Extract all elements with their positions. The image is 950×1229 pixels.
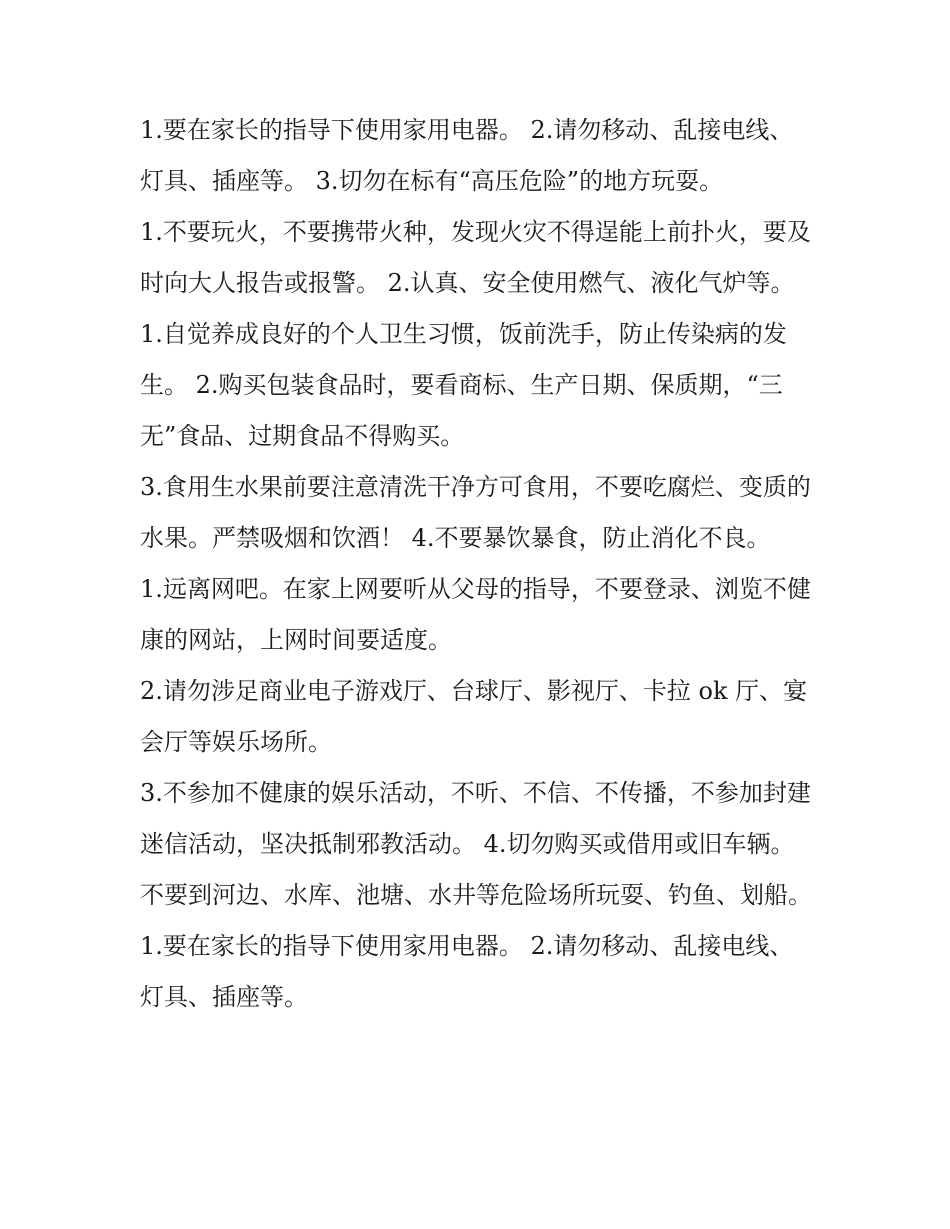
paragraph-healthy-activities: 3.不参加不健康的娱乐活动，不听、不信、不传播，不参加封建迷信活动，坚决抵制邪教活动。 4.切勿购买或借用或旧车辆。 xyxy=(140,779,811,858)
paragraph-hygiene-food: 1.自觉养成良好的个人卫生习惯，饭前洗手，防止传染病的发生。 2.购买包装食品时，要看商标、生产日期、保质期，“三无”食品、过期食品不得购买。 xyxy=(140,320,787,450)
paragraph-fruit-diet: 3.食用生水果前要注意清洗干净方可食用，不要吃腐烂、变质的水果。严禁吸烟和饮酒！ 4.不要暴饮暴食，防止消化不良。 xyxy=(140,473,811,552)
paragraph-fire-safety: 1.不要玩火，不要携带火种，发现火灾不得逞能上前扑火，要及时向大人报告或报警。 2.认真、安全使用燃气、液化气炉等。 xyxy=(140,218,811,297)
document-body xyxy=(140,105,812,1023)
paragraph-internet: 1.远离网吧。在家上网要听从父母的指导，不要登录、浏览不健康的网站，上网时间要适度。 xyxy=(140,575,811,654)
paragraph-water-safety: 不要到河边、水库、池塘、水井等危险场所玩耍、钓鱼、划船。 1.要在家长的指导下使用家用电器。 2.请勿移动、乱接电线、灯具、插座等。 xyxy=(140,881,812,1011)
paragraph-electrical-safety: 1.要在家长的指导下使用家用电器。 2.请勿移动、乱接电线、灯具、插座等。 3.切勿在标有“高压危险”的地方玩耍。 xyxy=(140,116,794,195)
paragraph-entertainment-venues: 2.请勿涉足商业电子游戏厅、台球厅、影视厅、卡拉 ok 厅、宴会厅等娱乐场所。 xyxy=(140,677,808,756)
